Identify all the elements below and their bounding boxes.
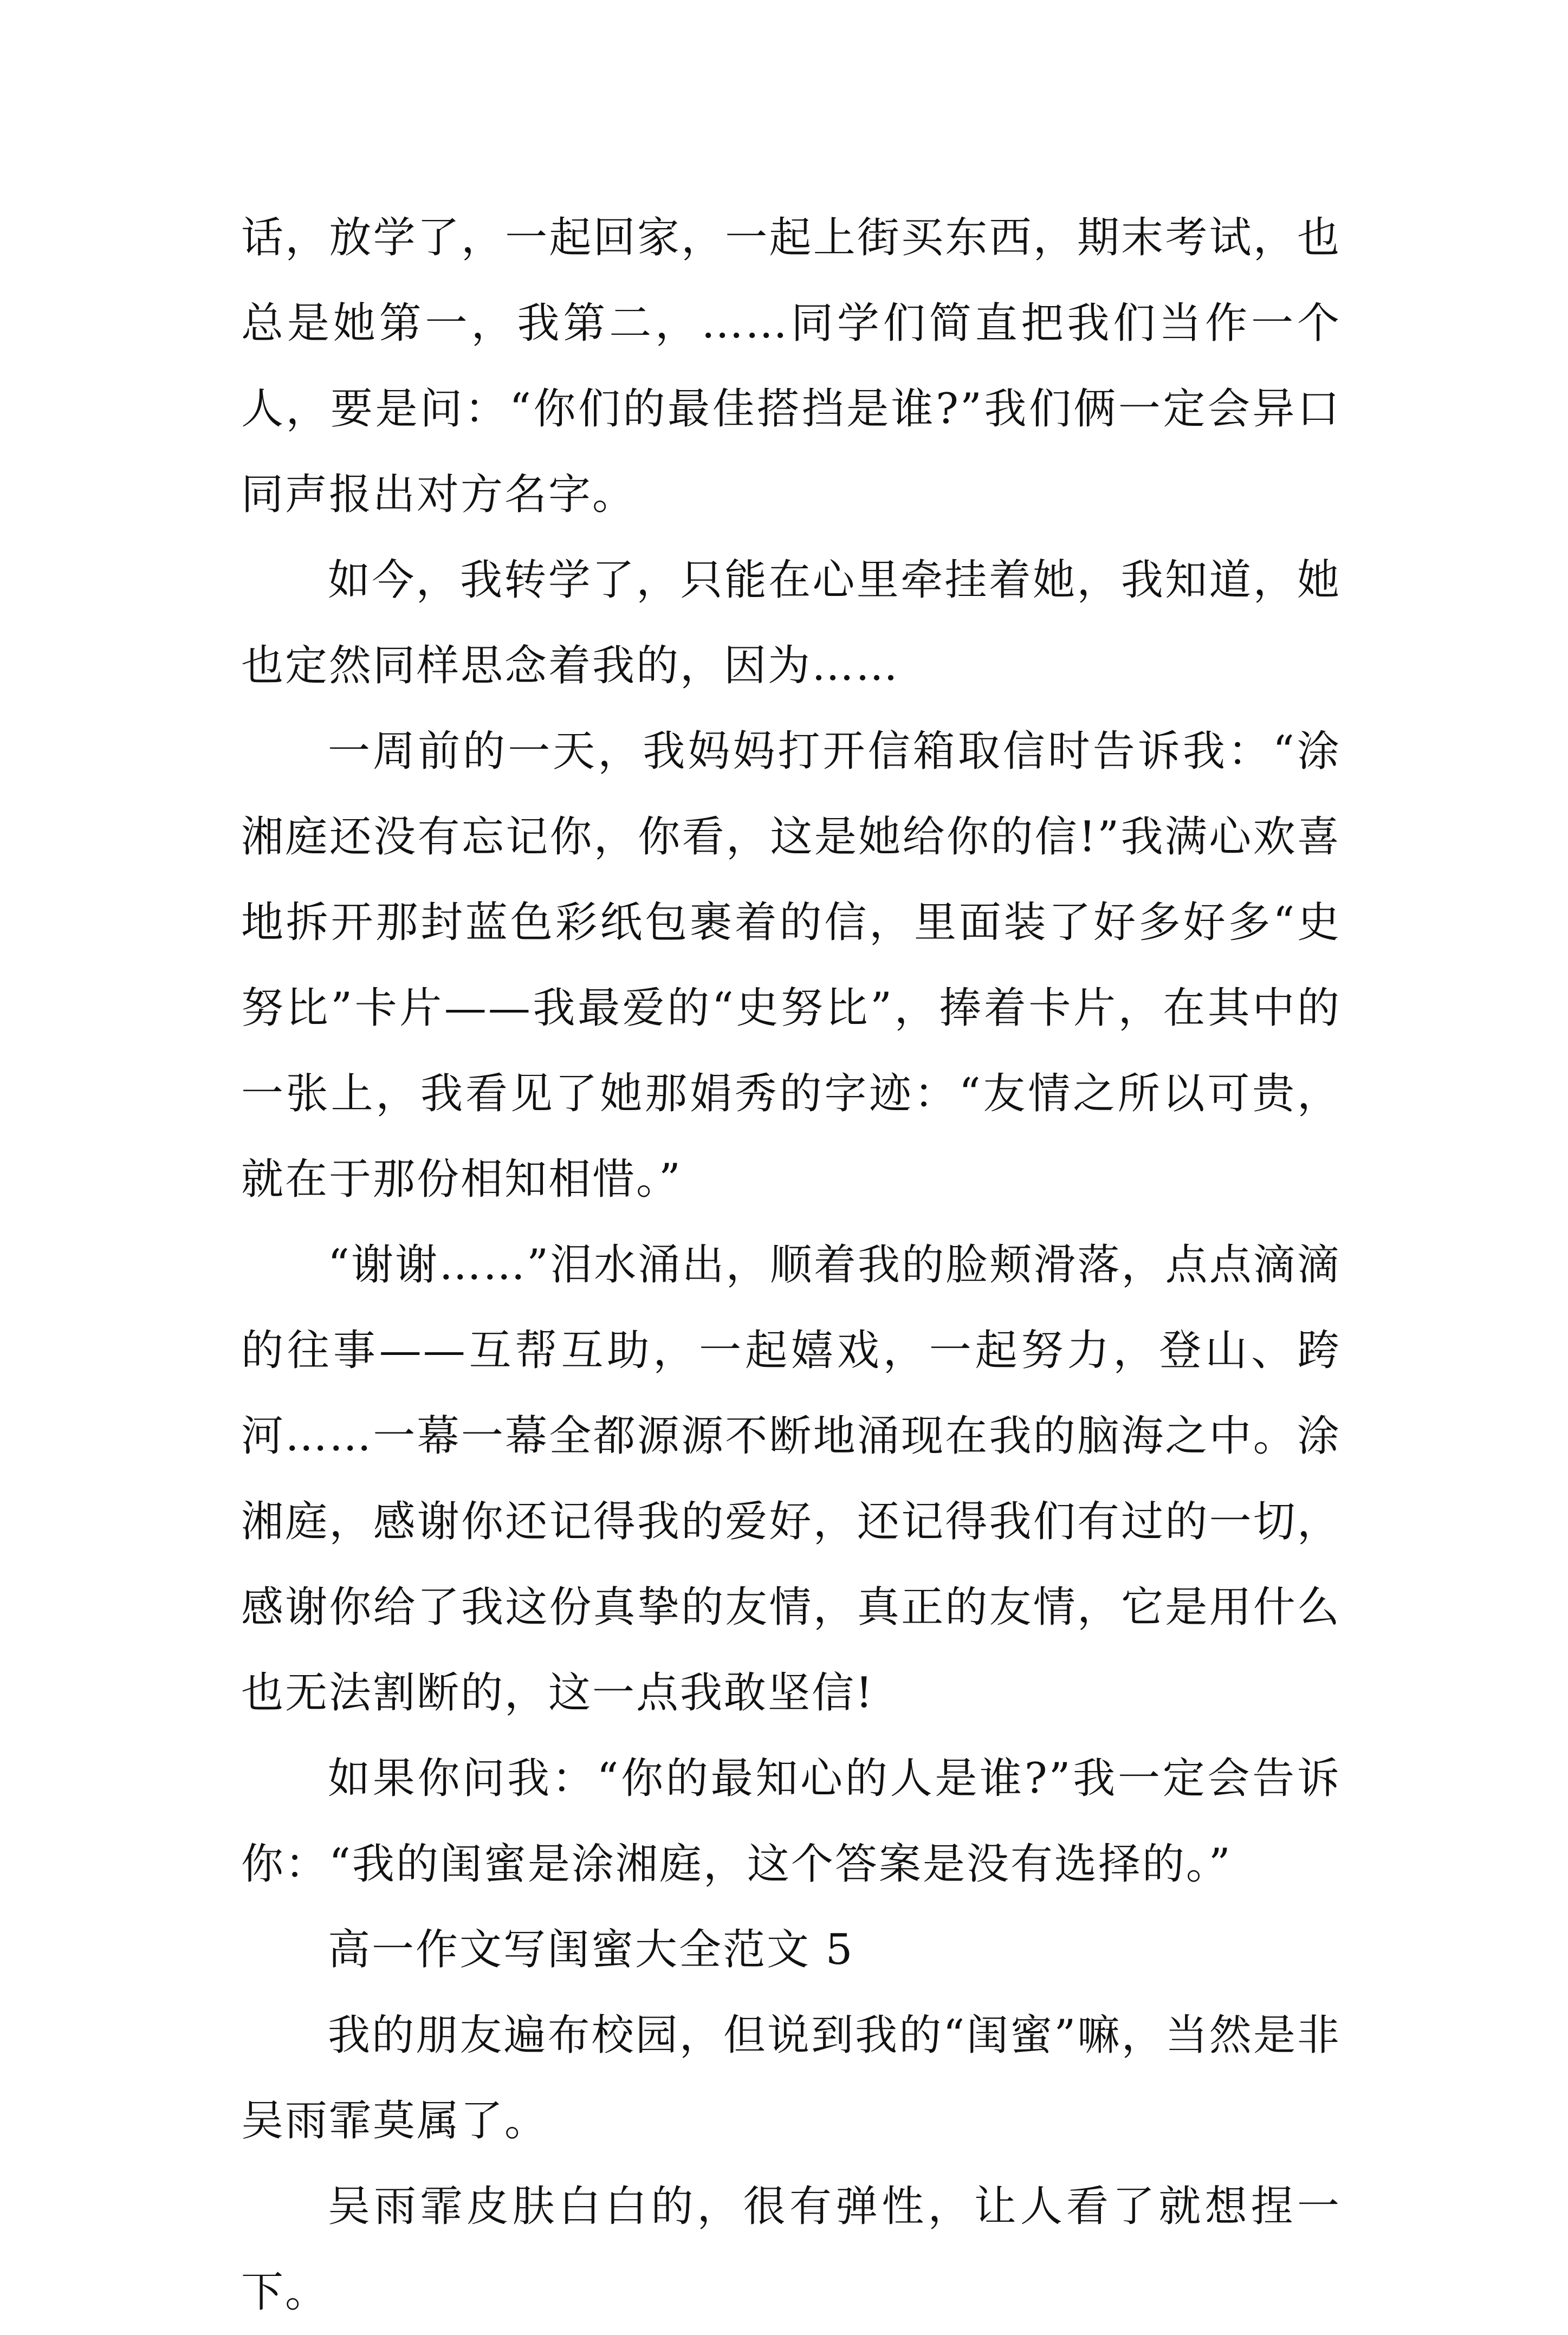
paragraph-answer: 如果你问我：“你的最知心的人是谁?”我一定会告诉你：“我的闺蜜是涂湘庭，这个答案是没有选择的。” [241, 1754, 1341, 1889]
paragraph-memories: “谢谢……”泪水涌出，顺着我的脸颊滑落，点点滴滴的往事——互帮互助，一起嬉戏，一起努力，登山、跨河……一幕一幕全都源源不断地涌现在我的脑海之中。涂湘庭，感谢你还记得我的爱好，还记得我们有过的一切，感谢你给了我这份真挚的友情，真正的友情，它是用什么也无法割断的，这一点我敢坚信! [241, 1241, 1341, 1717]
paragraph-letter: 一周前的一天，我妈妈打开信箱取信时告诉我：“涂湘庭还没有忘记你，你看，这是她给你的信!”我满心欢喜地拆开那封蓝色彩纸包裹着的信，里面装了好多好多“史努比”卡片——我最爱的“史努比”，捧着卡片，在其中的一张上，我看见了她那娟秀的字迹：“友情之所以可贵，就在于那份相知相惜。” [241, 727, 1341, 1204]
paragraph-transfer: 如今，我转学了，只能在心里牵挂着她，我知道，她也定然同样思念着我的，因为…… [241, 556, 1341, 690]
article-body [241, 195, 1341, 2335]
paragraph-continuation: 话，放学了，一起回家，一起上街买东西，期末考试，也总是她第一，我第二，……同学们简直把我们当作一个人，要是问：“你们的最佳搭挡是谁?”我们俩一定会异口同声报出对方名字。 [241, 213, 1341, 519]
paragraph-intro-friend: 我的朋友遍布校园，但说到我的“闺蜜”嘛，当然是非吴雨霏莫属了。 [241, 2011, 1341, 2145]
section-heading: 高一作文写闺蜜大全范文 5 [328, 1925, 854, 1974]
paragraph-description: 吴雨霏皮肤白白的，很有弹性，让人看了就想捏一下。 [241, 2182, 1341, 2317]
